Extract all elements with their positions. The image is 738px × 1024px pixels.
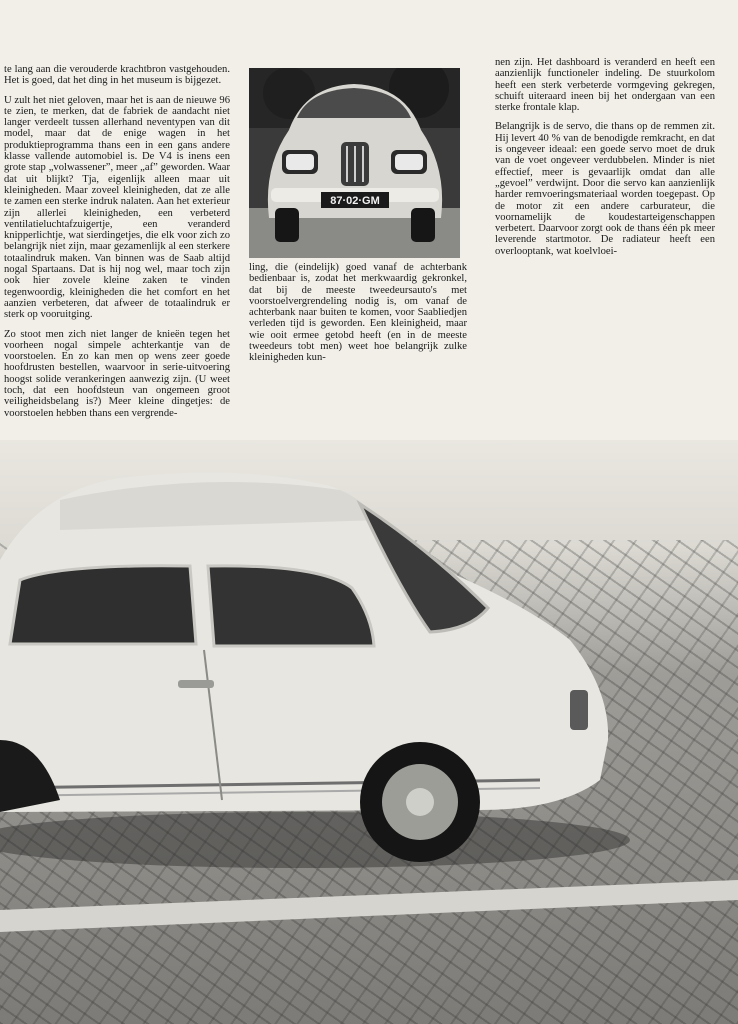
paragraph: Belangrijk is de servo, die thans op de remmen zit. Hij levert 40 % van de benodigde remkracht, en dat is ongeveer ideaal: een goede servo moet de druk van de voet ongeveer verdubbelen. Minder is niet effectief, meer is gevaarlijk omdat dan alle „gevoel” verdwijnt. Door die servo kan aanzienlijk harder remvoeringsmateriaal worden toegepast. Op de motor zit een andere carburateur, die voornamelijk de koudestarteigenschappen verbetert. Daarvoor zorgt ook de thans één pk meer leverende startmotor. De radiateur heeft een overlooptank, wat koelvloei- — [495, 121, 715, 257]
paragraph: te lang aan die verouderde krachtbron vastgehouden. Het is goed, dat het ding in het museum is bijgezet. — [4, 64, 230, 87]
license-plate-text: 87·02·GM — [330, 195, 380, 207]
paragraph: Zo stoot men zich niet langer de knieën tegen het voorheen nogal simpele achterkantje van de voorstoelen. En zo kan men op wens zeer goede hoofdrusten bestellen, waarvoor in serie-uitvoering hoogst solide verankeringen aanwezig zijn. (U weet toch, dat een hoofdsteun van ongemeen groot veiligheidsbelang is?) Meer kleine dingetjes: de voorstoelen hebben thans een vergrende- — [4, 328, 230, 419]
article-column-2 — [249, 262, 467, 372]
paragraph: nen zijn. Het dashboard is veranderd en heeft een aanzienlijk functioneler indeling. De stuurkolom heeft een sterk verbeterde vormgeving gekregen, schuift uiteraard ineen bij het ondergaan van een sterke frontale klap. — [495, 57, 715, 114]
paragraph: U zult het niet geloven, maar het is aan de nieuwe 96 te zien, te merken, dat de fabriek de aandacht niet langer verdeelt tussen allerhand neventypen van dit model, maar dat de enige wagen in het produktieprogramma thans een in een gans andere klasse vallende automobiel is. De V4 is inens een grote stap „volwassener”, meer „af” geworden. Waar dat uit blijkt? Tja, eigenlijk alleen maar uit kleinigheden. Maar zoveel kleinigheden, dat ze alle te zamen een sterke indruk nalaten. Aan het exterieur zijn allerlei kleinigheden, een verbeterd ventilatieluchtafzuigertje, een veranderd knipperlichtje, wat sierdingetjes, die elk voor zich zo belangrijk niet zijn, maar gezamenlijk al een sterkere totaalindruk maken. Van binnen was de Saab altijd nogal Spartaans. Dat is hij nog wel, maar toch zijn ook hier zovele kleine zaken te vinden tegenwoordig, kleinigheden die het comfort en het aanzien verbeteren, dat afweer de totaalindruk er sterk op vooruitging. — [4, 94, 230, 321]
front-view-photo — [249, 68, 460, 258]
side-view-photo — [0, 440, 738, 1024]
paragraph: ling, die (eindelijk) goed vanaf de achterbank bedienbaar is, zodat het merkwaardig gekronkel, dat bij de meeste tweedeursauto's met voorstoelvergrendeling nodig is, om vanaf de achterbank naar buiten te komen, voor Saabliedjen verleden tijd is geworden. Een kleinigheid, maar wie ooit ermee getobd heeft (en in de meeste tweedeurs tobt men) weet hoe belangrijk zulke kleinigheden kun- — [249, 262, 467, 364]
article-column-3 — [495, 57, 715, 267]
article-column-1 — [4, 64, 230, 464]
